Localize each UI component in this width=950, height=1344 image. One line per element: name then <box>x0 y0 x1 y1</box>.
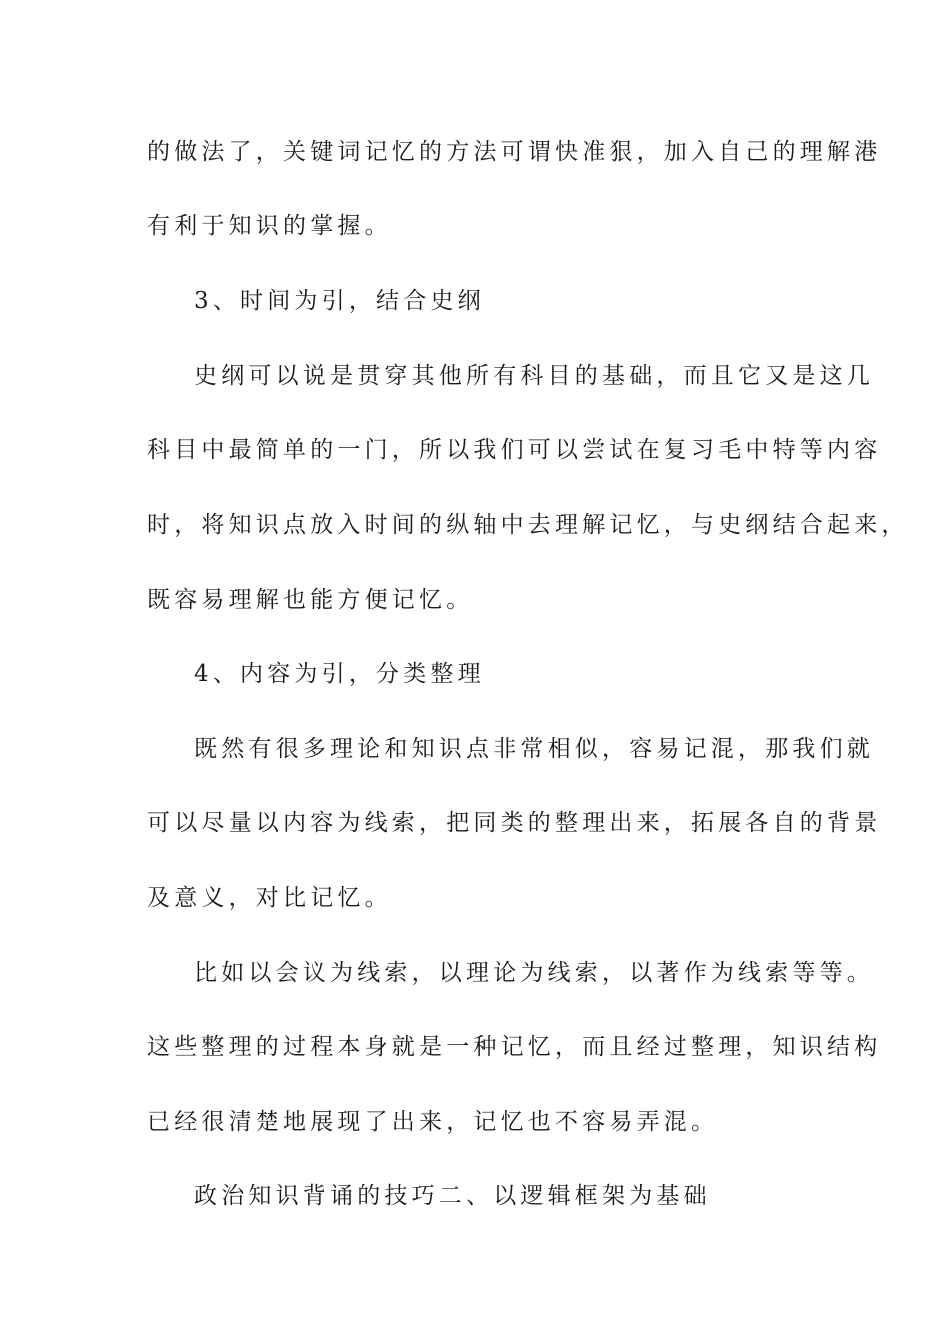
text-line: 可以尽量以内容为线索，把同类的整理出来，拓展各自的背景 <box>147 810 882 836</box>
text-line: 及意义，对比记忆。 <box>147 885 392 911</box>
text-line: 科目中最简单的一门，所以我们可以尝试在复习毛中特等内容 <box>147 437 882 463</box>
section-heading: 3、时间为引，结合史纲 <box>194 288 485 314</box>
text-line: 史纲可以说是贯穿其他所有科目的基础，而且它又是这几 <box>194 363 874 389</box>
text-line: 时，将知识点放入时间的纵轴中去理解记忆，与史纲结合起来， <box>147 512 909 538</box>
section-heading: 4、内容为引，分类整理 <box>194 661 485 687</box>
text-line: 比如以会议为线索，以理论为线索，以著作为线索等等。 <box>194 960 874 986</box>
text-line: 的做法了，关键词记忆的方法可谓快准狠，加入自己的理解港 <box>147 139 882 165</box>
text-line: 既容易理解也能方便记忆。 <box>147 587 474 613</box>
text-line: 有利于知识的掌握。 <box>147 213 392 239</box>
section-heading: 政治知识背诵的技巧二、以逻辑框架为基础 <box>194 1183 711 1209</box>
text-line: 既然有很多理论和知识点非常相似，容易记混，那我们就 <box>194 736 874 762</box>
text-line: 这些整理的过程本身就是一种记忆，而且经过整理，知识结构 <box>147 1034 882 1060</box>
text-line: 已经很清楚地展现了出来，记忆也不容易弄混。 <box>147 1109 719 1135</box>
